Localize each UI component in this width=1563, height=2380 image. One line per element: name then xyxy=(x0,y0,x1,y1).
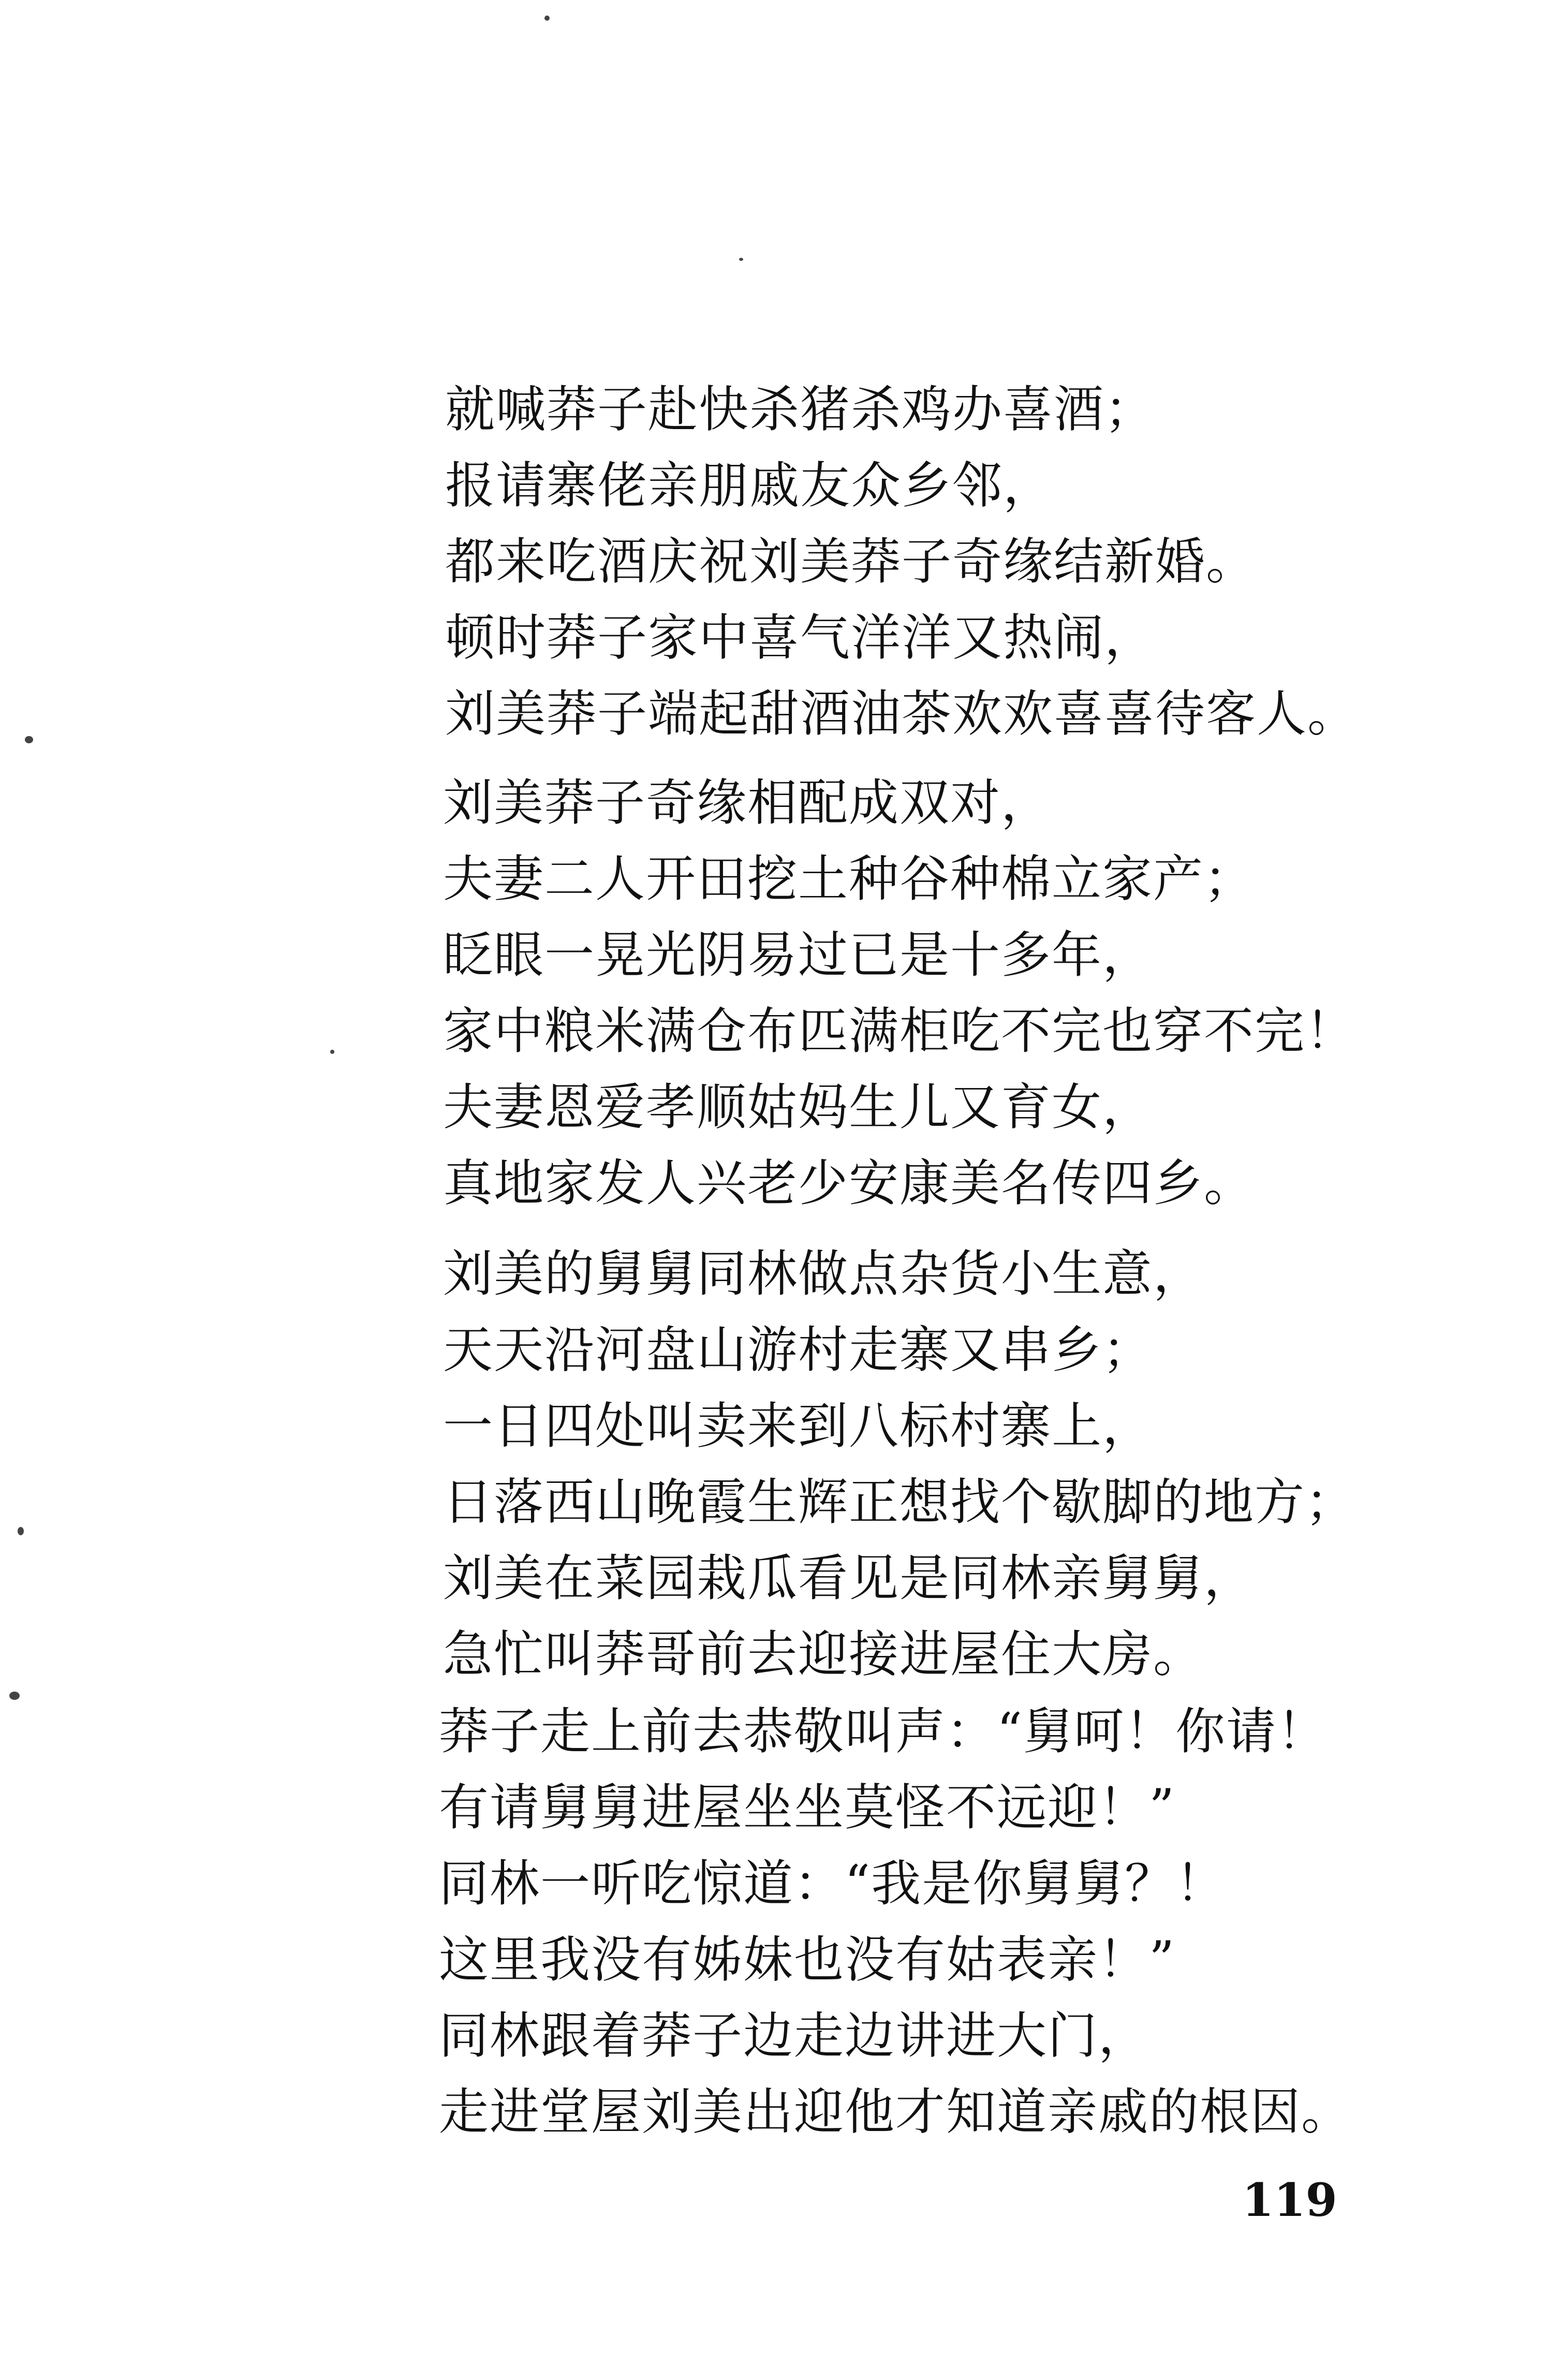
verse-line: 一日四处叫卖来到八标村寨上， xyxy=(443,1397,1153,1455)
verse-line: 报请寨佬亲朋戚友众乡邻， xyxy=(445,457,1054,515)
verse-line: 这里我没有姊妹也没有姑表亲！” xyxy=(439,1931,1176,1989)
verse-line: 莽子走上前去恭敬叫声：“舅呵！你请！ xyxy=(439,1702,1328,1760)
verse-line: 急忙叫莽哥前去迎接进屋住大房。 xyxy=(443,1625,1204,1683)
scan-speck xyxy=(544,16,550,21)
verse-line: 走进堂屋刘美出迎他才知道亲戚的根因。 xyxy=(439,2083,1352,2141)
scan-speck xyxy=(25,736,33,743)
scan-speck xyxy=(9,1692,20,1700)
verse-line: 家中粮米满仓布匹满柜吃不完也穿不完！ xyxy=(443,1002,1356,1060)
stanza xyxy=(445,372,1358,752)
verse-line: 夫妻恩爱孝顺姑妈生儿又育女， xyxy=(443,1078,1153,1136)
verse-line: 顿时莽子家中喜气洋洋又热闹， xyxy=(445,609,1155,667)
verse-line: 刘美的舅舅同林做点杂货小生意， xyxy=(443,1245,1204,1303)
verse-line: 同林一听吃惊道：“我是你舅舅？！ xyxy=(439,1855,1227,1913)
verse-line: 真地家发人兴老少安康美名传四乡。 xyxy=(443,1154,1255,1212)
scan-speck xyxy=(18,1527,24,1535)
verse-line: 都来吃酒庆祝刘美莽子奇缘结新婚。 xyxy=(445,533,1257,591)
stanza xyxy=(443,1236,1356,1693)
verse-line: 有请舅舅进屋坐坐莫怪不远迎！” xyxy=(439,1779,1176,1837)
verse-line: 天天沿河盘山游村走寨又串乡； xyxy=(443,1321,1153,1379)
verse-line: 同林跟着莽子边走边讲进大门， xyxy=(439,2007,1149,2065)
scan-speck xyxy=(330,1050,334,1054)
page-number: 119 xyxy=(1242,2173,1337,2227)
verse-line: 就喊莽子赴快杀猪杀鸡办喜酒； xyxy=(445,380,1155,438)
stanza xyxy=(443,765,1356,1222)
verse-line: 刘美莽子端起甜酒油茶欢欢喜喜待客人。 xyxy=(445,685,1358,743)
stanza xyxy=(439,1694,1352,2150)
verse-line: 刘美莽子奇缘相配成双对， xyxy=(443,774,1052,832)
verse-line: 眨眼一晃光阴易过已是十多年， xyxy=(443,926,1153,984)
scan-speck xyxy=(739,258,743,261)
verse-line: 刘美在菜园栽瓜看见是同林亲舅舅， xyxy=(443,1549,1255,1607)
verse-line: 日落西山晚霞生辉正想找个歇脚的地方； xyxy=(443,1473,1356,1531)
verse-line: 夫妻二人开田挖土种谷种棉立家产； xyxy=(443,850,1255,908)
